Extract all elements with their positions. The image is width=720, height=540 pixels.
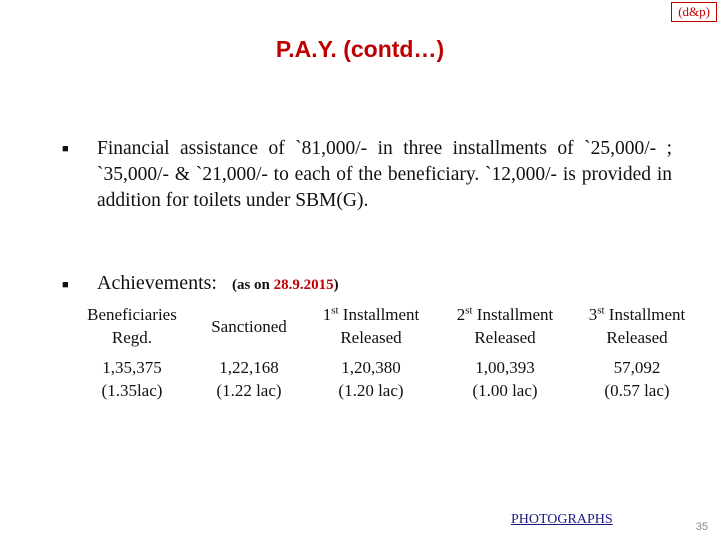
financial-assistance-text: Financial assistance of `81,000/- in three installments of `25,000/- ; `35,000/- & `21,000/- to each of the beneficiary. `12,000/- is provided in addition for toilets under SBM(G). <box>97 138 672 211</box>
corner-tag: (d&p) <box>671 2 717 22</box>
table-header-row <box>70 300 702 353</box>
cell-installment-2: 1,00,393 (1.00 lac) <box>472 358 538 400</box>
achievements-heading <box>97 272 339 295</box>
cell-installment-3: 57,092 (0.57 lac) <box>604 358 670 400</box>
achievements-table <box>70 300 702 405</box>
achievements-date: (as on 28.9.2015) <box>231 277 339 293</box>
cell-installment-1: 1,20,380 (1.20 lac) <box>338 358 404 400</box>
header-beneficiaries: Beneficiaries Regd. <box>87 305 177 347</box>
header-installment-3: 3st Installment Released <box>588 304 686 347</box>
achievements-label: Achievements: <box>97 272 217 294</box>
page-number: 35 <box>695 521 708 533</box>
header-installment-2: 2st Installment Released <box>456 304 554 347</box>
table-row <box>70 353 702 405</box>
header-sanctioned: Sanctioned <box>211 316 287 336</box>
header-installment-1: 1st Installment Released <box>322 304 420 347</box>
cell-sanctioned: 1,22,168 (1.22 lac) <box>216 358 282 400</box>
photographs-link[interactable]: PHOTOGRAPHS <box>511 512 613 527</box>
square-bullet-icon: ■ <box>62 143 69 155</box>
cell-beneficiaries: 1,35,375 (1.35lac) <box>101 358 163 400</box>
square-bullet-icon: ■ <box>62 279 69 291</box>
page-title: P.A.Y. (contd…) <box>275 36 445 62</box>
